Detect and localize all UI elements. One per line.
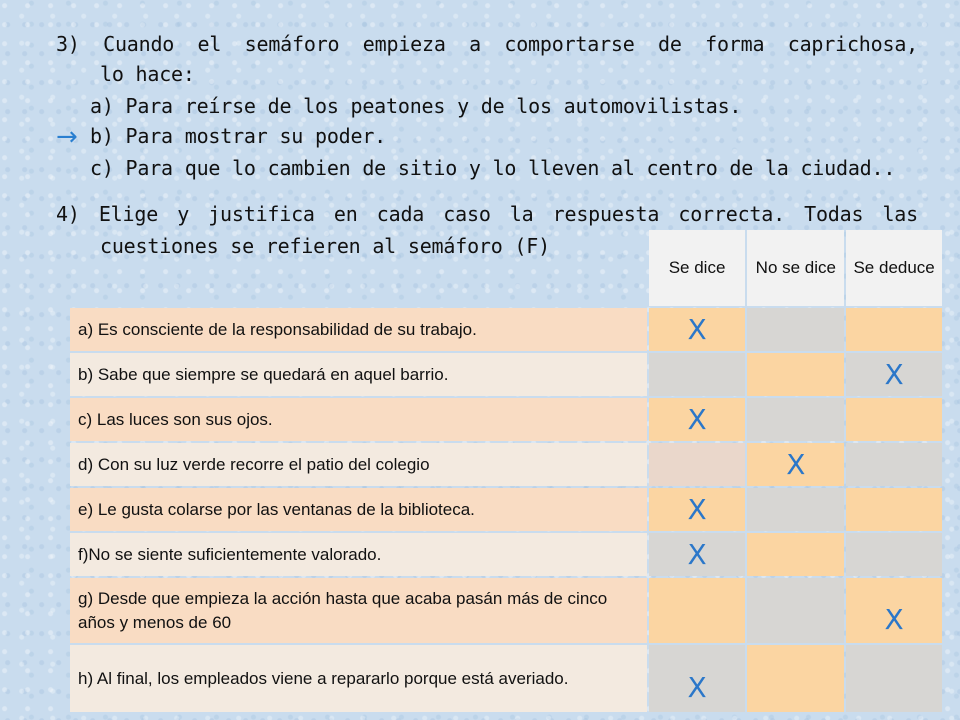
answer-cell-se-deduce[interactable] [846,578,942,643]
row-statement: g) Desde que empieza la acción hasta que acaba pasán más de cinco años y menos de 60 [70,578,647,643]
answer-cell-se-deduce[interactable] [846,353,942,396]
answer-cell-no-se-dice[interactable] [747,533,844,576]
x-mark: X [786,448,806,481]
answer-cell-se-deduce[interactable] [846,533,942,576]
x-mark: X [687,538,707,571]
answer-cell-se-dice[interactable] [649,488,746,531]
header-no-se-dice: No se dice [747,230,844,306]
table-row [70,443,942,486]
answer-cell-se-dice[interactable] [649,533,746,576]
answer-cell-no-se-dice[interactable] [747,578,844,643]
answer-cell-no-se-dice[interactable] [747,488,844,531]
x-mark: X [687,493,707,526]
answer-cell-se-dice[interactable] [649,645,746,712]
answer-cell-se-dice[interactable] [649,398,746,441]
table-row [70,578,942,643]
answer-cell-se-deduce[interactable] [846,645,942,712]
question-3-line-2: lo hace: [100,62,195,86]
table-header-row [70,230,942,306]
question-4-line-2: cuestiones se refieren al semáforo (F) [100,234,550,258]
option-c: c) Para que lo cambien de sitio y lo lleven al centro de la ciudad.. [90,156,896,180]
question-4-line-1: 4) Elige y justifica en cada caso la respuesta correcta. Todas las [56,202,918,226]
table-row [70,353,942,396]
header-se-deduce: Se deduce [846,230,942,306]
table-row [70,308,942,351]
answer-cell-se-dice[interactable] [649,353,746,396]
answer-cell-no-se-dice[interactable] [747,353,844,396]
row-statement: d) Con su luz verde recorre el patio del colegio [70,443,647,486]
answer-cell-se-deduce[interactable] [846,398,942,441]
header-spacer [70,230,647,306]
answer-cell-se-dice[interactable] [649,308,746,351]
answer-table [70,230,942,714]
x-mark: X [687,313,707,346]
table-row [70,533,942,576]
table-row [70,645,942,712]
x-mark: X [687,403,707,436]
option-b: b) Para mostrar su poder. [90,124,387,148]
table-body [70,308,942,712]
x-mark: X [884,603,904,636]
answer-cell-no-se-dice[interactable] [747,398,844,441]
question-3-line-1: 3) Cuando el semáforo empieza a comportarse de forma caprichosa, [56,32,918,56]
row-statement: f)No se siente suficientemente valorado. [70,533,647,576]
answer-cell-se-deduce[interactable] [846,308,942,351]
answer-cell-se-dice[interactable] [649,443,746,486]
row-statement: a) Es consciente de la responsabilidad de su trabajo. [70,308,647,351]
row-statement: c) Las luces son sus ojos. [70,398,647,441]
answer-cell-se-dice[interactable] [649,578,746,643]
answer-cell-se-deduce[interactable] [846,488,942,531]
answer-cell-no-se-dice[interactable] [747,308,844,351]
answer-cell-no-se-dice[interactable] [747,645,844,712]
row-statement: b) Sabe que siempre se quedará en aquel barrio. [70,353,647,396]
header-se-dice: Se dice [649,230,746,306]
table-row [70,398,942,441]
table-row [70,488,942,531]
row-statement: e) Le gusta colarse por las ventanas de la biblioteca. [70,488,647,531]
arrow-right-icon: → [56,122,78,152]
x-mark: X [687,671,707,704]
row-statement: h) Al final, los empleados viene a repararlo porque está averiado. [70,645,647,712]
option-a: a) Para reírse de los peatones y de los automovilistas. [90,94,742,118]
x-mark: X [884,358,904,391]
answer-cell-no-se-dice[interactable] [747,443,844,486]
answer-cell-se-deduce[interactable] [846,443,942,486]
